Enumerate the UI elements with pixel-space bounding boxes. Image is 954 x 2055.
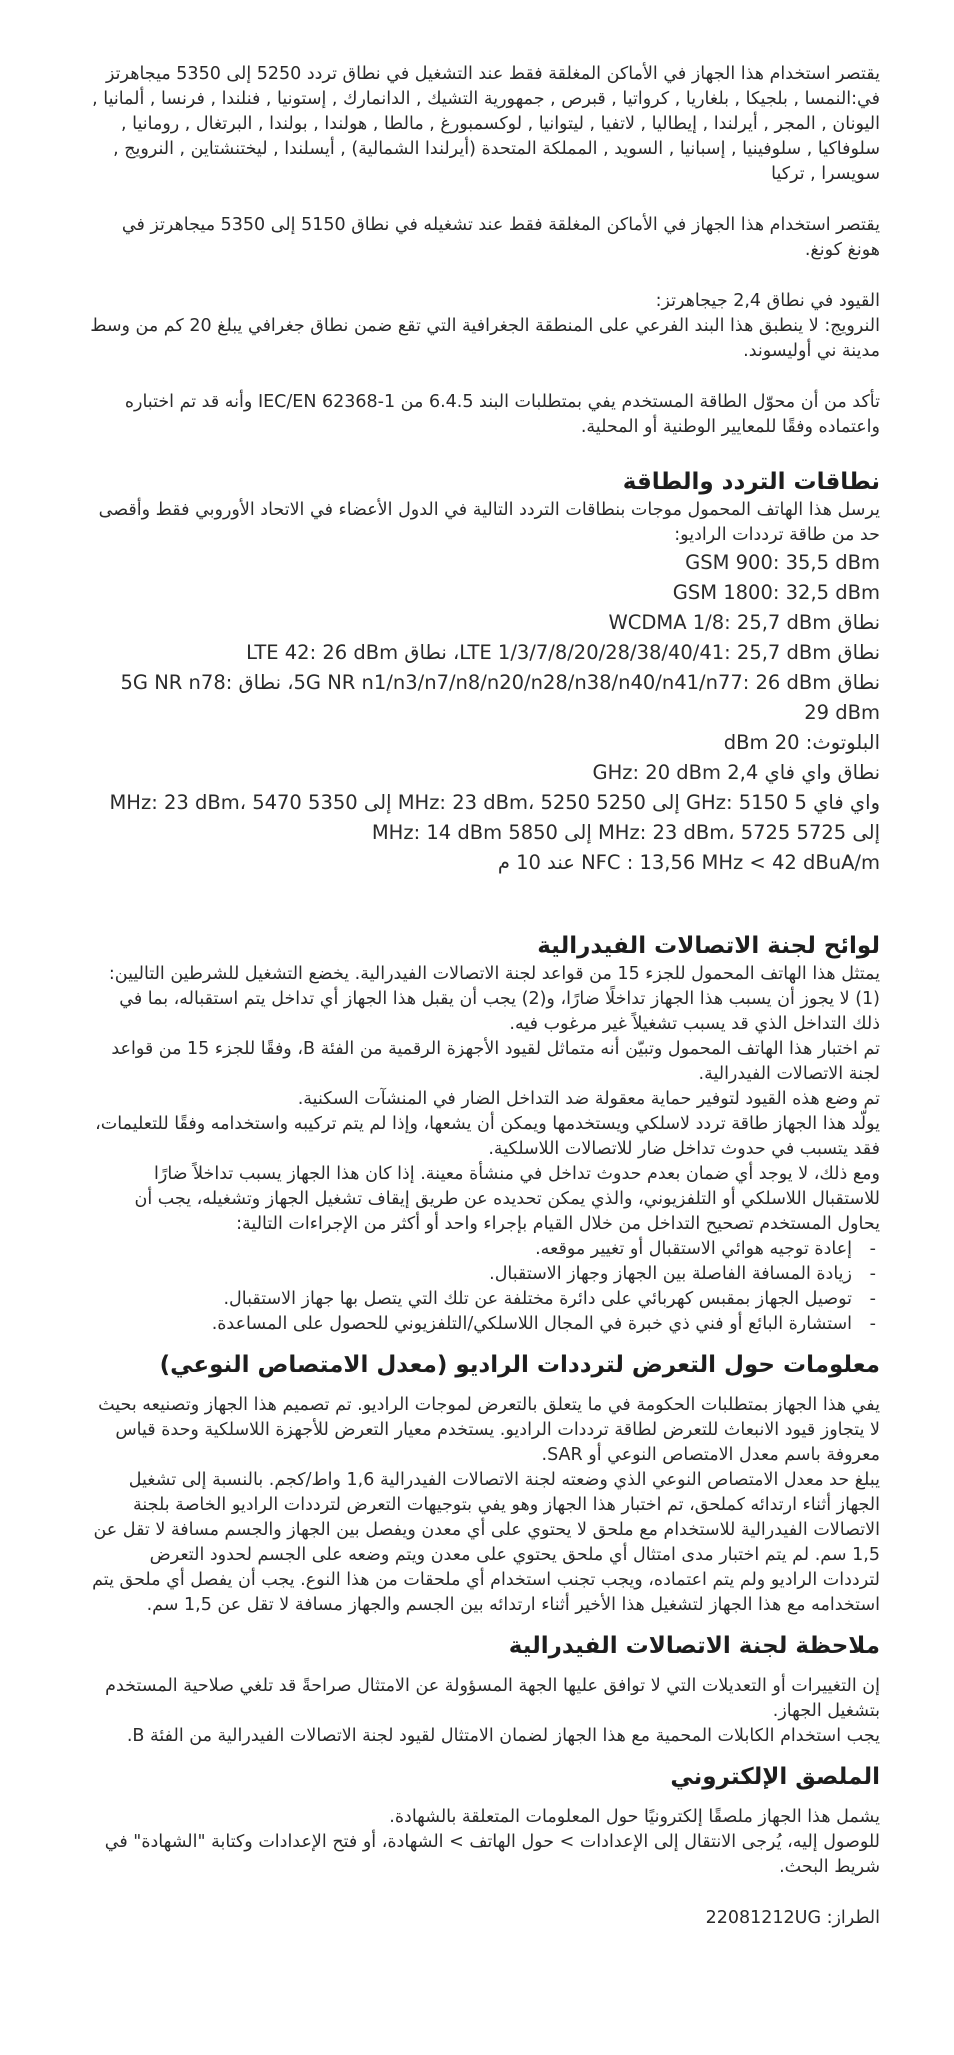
band-nfc: NFC : 13,56 MHz < 42 dBuA/m عند 10 م	[497, 851, 880, 874]
section-title-sar: معلومات حول التعرض لترددات الراديو (معدل الامتصاص النوعي)	[159, 1352, 880, 1378]
list-item: - إعادة توجيه هوائي الاستقبال أو تغيير موقعه.	[90, 1237, 880, 1262]
band-wifi-5: واي فاي 5 GHz: 5150 إلى 5250 MHz: 23 dBm، 5250 إلى 5350 MHz: 23 dBm، 5470 إلى 5725 MHz: 23 dBm، 5725 إلى 5850 MHz: 14 dBm	[109, 791, 880, 844]
fcc-note-paragraph-1: إن التغييرات أو التعديلات التي لا توافق عليها الجهة المسؤولة عن الامتثال صراحةً قد تلغي صلاحية المستخدم بتشغيل الجهاز.	[105, 1676, 880, 1721]
restriction-paragraph-hk: يقتصر استخدام هذا الجهاز في الأماكن المغلقة فقط عند تشغيله في نطاق 5150 إلى 5350 ميجاهرتز في هونغ كونغ.	[121, 215, 880, 260]
section-title-elabel: الملصق الإلكتروني	[670, 1764, 880, 1790]
elabel-paragraph-1: يشمل هذا الجهاز ملصقًا إلكترونيًا حول المعلومات المتعلقة بالشهادة.	[389, 1807, 880, 1827]
elabel-paragraph-2: للوصول إليه، يُرجى الانتقال إلى الإعدادات > حول الهاتف > الشهادة، أو فتح الإعدادات وكتابة "الشهادة" في شريط البحث.	[104, 1832, 880, 1877]
fcc-paragraph-1: يمتثل هذا الهاتف المحمول للجزء 15 من قواعد لجنة الاتصالات الفيدرالية. يخضع التشغيل للشرطين التاليين: (1) لا يجوز أن يسبب هذا الجهاز تداخلًا ضارًا، و(2) يجب أن يقبل هذا الجهاز أي تداخل يتم استقباله، بما في ذلك التداخل الذي قد يسبب تشغيلاً غير مرغوب فيه.	[108, 964, 880, 1034]
frequency-intro: يرسل هذا الهاتف المحمول موجات بنطاقات التردد التالية في الدول الأعضاء في الاتحاد الأوروبي فقط وأقصى حد من طاقة ترددات الراديو:	[98, 500, 880, 545]
list-item: - زيادة المسافة الفاصلة بين الجهاز وجهاز الاستقبال.	[90, 1262, 880, 1287]
section-title-fcc-note: ملاحظة لجنة الاتصالات الفيدرالية	[508, 1633, 880, 1659]
band-gsm900: GSM 900: 35,5 dBm	[685, 551, 880, 574]
restriction-paragraph-eu: يقتصر استخدام هذا الجهاز في الأماكن المغلقة فقط عند التشغيل في نطاق تردد 5250 إلى 5350 ميجاهرتز في:النمسا , بلجيكا , بلغاريا , كرواتيا , قبرص , جمهورية التشيك , الدانمارك , إستونيا , فنلندا , فرنسا , ألمانيا , اليونان , المجر , أيرلندا , إيطاليا , لاتفيا , ليتوانيا , لوكسمبورغ , مالطا , هولندا , بولندا , البرتغال , رومانيا , سلوفاكيا , سلوفينيا , إسبانيا , السويد , المملكة المتحدة (أيرلندا الشمالية) , أيسلندا , ليختنشتاين , النرويج , سويسرا , تركيا	[92, 64, 880, 184]
list-item: - توصيل الجهاز بمقبس كهربائي على دائرة مختلفة عن تلك التي يتصل بها جهاز الاستقبال.	[90, 1287, 880, 1312]
band-wcdma: نطاق WCDMA 1/8: 25,7 dBm	[608, 611, 880, 634]
section-title-frequency: نطاقات التردد والطاقة	[622, 469, 880, 495]
section-title-fcc: لوائح لجنة الاتصالات الفيدرالية	[537, 933, 880, 959]
fcc-paragraph-4: يولّد هذا الجهاز طاقة تردد لاسلكي ويستخدمها ويمكن أن يشعها، وإذا لم يتم تركيبه واستخدامه وفقًا للتعليمات، فقد يتسبب في حدوث تداخل ضار للاتصالات اللاسلكية.	[95, 1114, 880, 1159]
fcc-paragraph-5: ومع ذلك، لا يوجد أي ضمان بعدم حدوث تداخل في منشأة معينة. إذا كان هذا الجهاز يسبب تداخلاً ضارًا للاستقبال اللاسلكي أو التلفزيوني، والذي يمكن تحديده عن طريق إيقاف تشغيل الجهاز وتشغيله، يجب أن يحاول المستخدم تصحيح التداخل من خلال القيام بإجراء واحد أو أكثر من الإجراءات التالية:	[134, 1164, 880, 1234]
power-adapter-paragraph: تأكد من أن محوّل الطاقة المستخدم يفي بمتطلبات البند 6.4.5 من IEC/EN 62368-1 وأنه قد تم اختباره واعتماده وفقًا للمعايير الوطنية أو المحلية.	[124, 392, 880, 437]
model-number: الطراز: 22081212UG	[705, 1908, 880, 1928]
sar-paragraph-2: يبلغ حد معدل الامتصاص النوعي الذي وضعته لجنة الاتصالات الفيدرالية 1,6 واط/كجم. بالنسبة إلى تشغيل الجهاز أثناء ارتدائه كملحق، تم اختبار هذا الجهاز وهو يفي بتوجيهات التعرض لترددات الراديو الخاصة بلجنة الاتصالات الفيدرالية للاستخدام مع ملحق لا يحتوي على أي معدن ويفصل بين الجهاز والجسم مسافة لا تقل عن 1,5 سم. لم يتم اختبار مدى امتثال أي ملحق يحتوي على معدن ويتم وضعه على الجسم لحدود التعرض لترددات الراديو ولم يتم اعتماده، ويجب تجنب استخدام أي ملحقات من هذا النوع. يجب أن يفصل أي ملحق يتم استخدامه مع هذا الجهاز لتشغيل هذا الأخير أثناء ارتدائه بين الجسم والجهاز مسافة لا تقل عن 1,5 سم.	[92, 1470, 880, 1615]
document-page	[90, 62, 880, 1931]
fcc-note-paragraph-2: يجب استخدام الكابلات المحمية مع هذا الجهاز لضمان الامتثال لقيود لجنة الاتصالات الفيدرالية من الفئة B.	[126, 1726, 880, 1746]
fcc-paragraph-2: تم اختبار هذا الهاتف المحمول وتبيّن أنه متماثل لقيود الأجهزة الرقمية من الفئة B، وفقًا للجزء 15 من قواعد لجنة الاتصالات الفيدرالية.	[111, 1039, 880, 1084]
band-bluetooth: البلوتوث: 20 dBm	[723, 731, 880, 754]
restriction-paragraph-norway: النرويج: لا ينطبق هذا البند الفرعي على المنطقة الجغرافية التي تقع ضمن نطاق جغرافي يبلغ 20 كم من وسط مدينة ني أوليسوند.	[90, 316, 880, 361]
fcc-measures-list	[90, 1237, 880, 1337]
band-lte: نطاق LTE 1/3/7/8/20/28/38/40/41: 25,7 dBm، نطاق LTE 42: 26 dBm	[246, 641, 880, 664]
sar-paragraph-1: يفي هذا الجهاز بمتطلبات الحكومة في ما يتعلق بالتعرض لموجات الراديو. تم تصميم هذا الجهاز وتصنيعه بحيث لا يتجاوز قيود الانبعاث للتعرض لطاقة ترددات الراديو. يستخدم معيار التعرض للأجهزة اللاسلكية وحدة قياس معروفة باسم معدل الامتصاص النوعي أو SAR.	[98, 1395, 880, 1465]
restriction-heading-24ghz: القيود في نطاق 2,4 جيجاهرتز:	[655, 291, 880, 311]
band-wifi-24: نطاق واي فاي 2,4 GHz: 20 dBm	[592, 761, 880, 784]
fcc-paragraph-3: تم وضع هذه القيود لتوفير حماية معقولة ضد التداخل الضار في المنشآت السكنية.	[297, 1089, 880, 1109]
band-gsm1800: GSM 1800: 32,5 dBm	[672, 581, 880, 604]
band-5g-nr: نطاق 5G NR n1/n3/n7/n8/n20/n28/n38/n40/n41/n77: 26 dBm، نطاق 5G NR n78: 29 dBm	[120, 671, 880, 724]
list-item: - استشارة البائع أو فني ذي خبرة في المجال اللاسلكي/التلفزيوني للحصول على المساعدة.	[90, 1312, 880, 1337]
